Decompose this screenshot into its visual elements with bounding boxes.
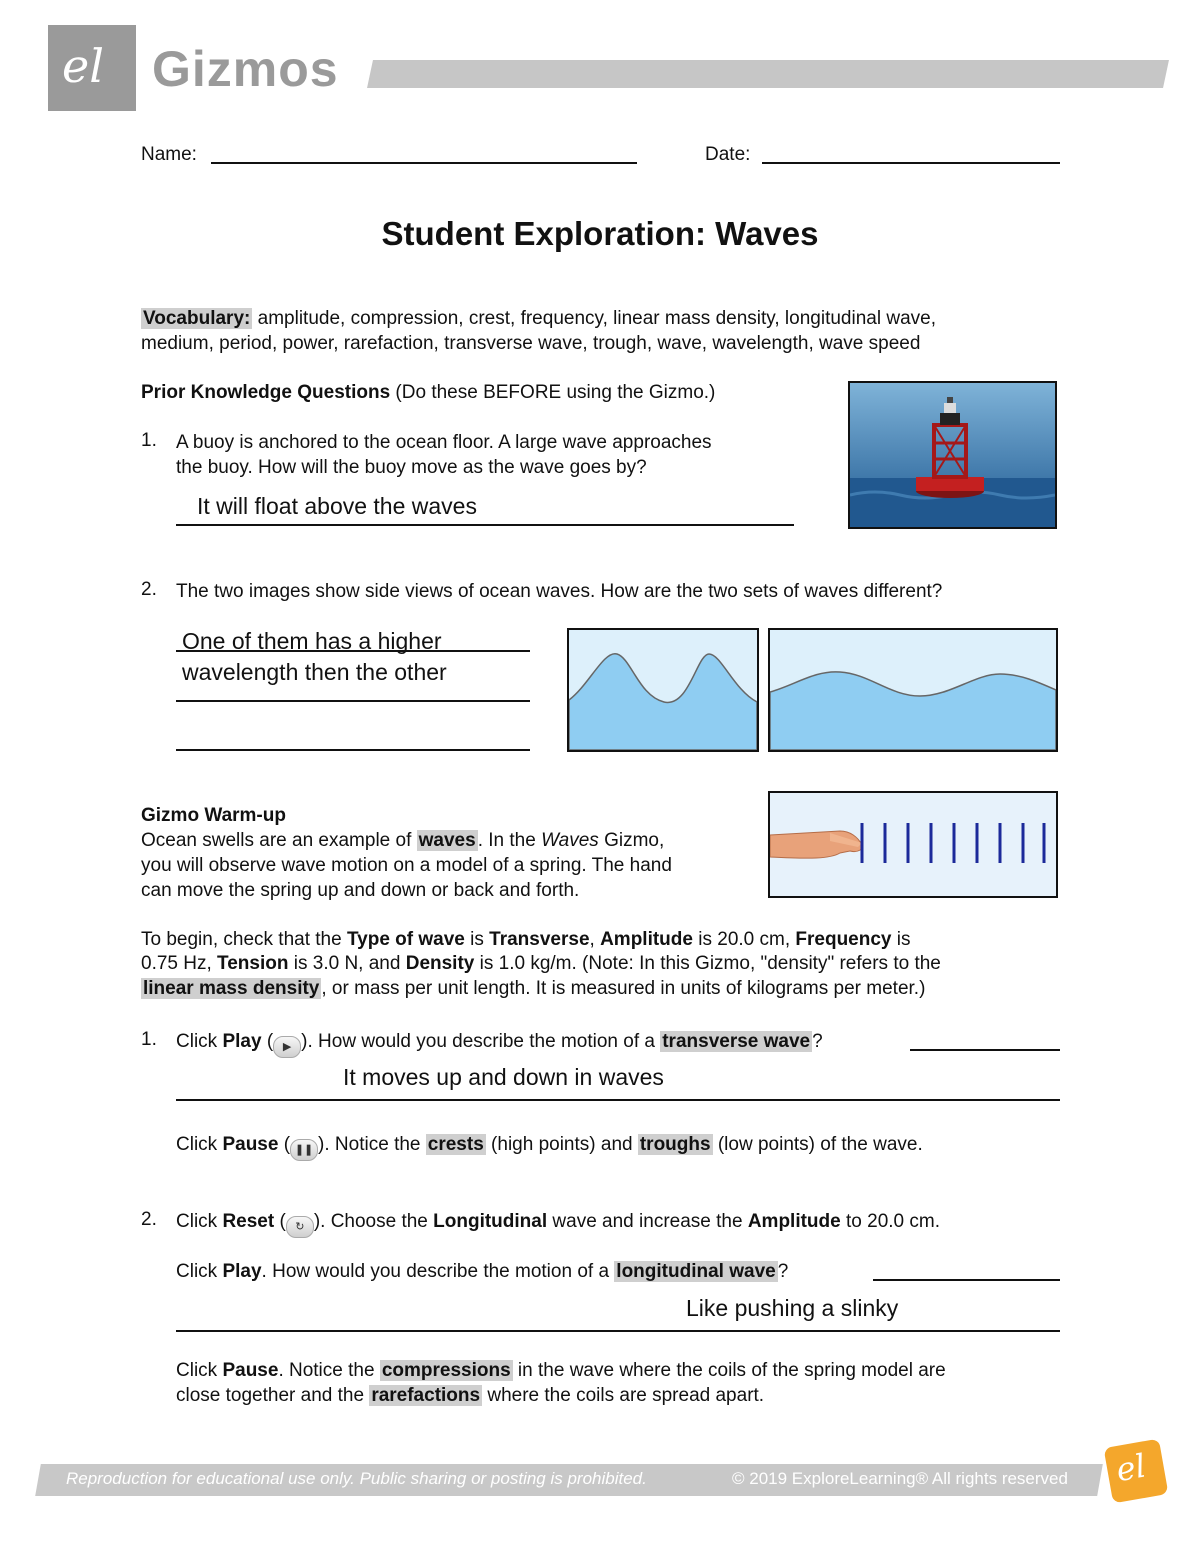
settings-text: is: [464, 929, 490, 950]
warmup-q2-pause-line-1: [176, 1358, 946, 1383]
play-label: Play: [222, 1261, 262, 1282]
q-text: in the wave where the coils of the spring model are: [512, 1360, 946, 1381]
setting-amplitude: Amplitude: [747, 1211, 841, 1232]
vocabulary-label: Vocabulary:: [143, 308, 251, 329]
warmup-q1-answer-line-2: [176, 1099, 1060, 1101]
warmup-q2-number: 2.: [141, 1209, 157, 1230]
setting-tension: Tension: [217, 953, 289, 974]
setting-frequency: Frequency: [795, 929, 892, 950]
prior-q2-number: 2.: [141, 579, 157, 600]
footer-right-text: © 2019 ExploreLearning® All rights reserved: [732, 1469, 1068, 1488]
brand-name: Gizmos: [152, 41, 339, 97]
prior-q2-answer-line-2: [176, 700, 530, 702]
prior-q1-line-2: the buoy. How will the buoy move as the wave goes by?: [176, 457, 647, 478]
page-title: Student Exploration: Waves: [381, 215, 819, 252]
hand-spring-illustration: [770, 793, 1056, 896]
settings-line-3: [141, 976, 925, 1001]
warmup-q1-answer-line-1: [910, 1049, 1060, 1051]
prior-q1-line-1: A buoy is anchored to the ocean floor. A large wave approaches: [176, 432, 712, 453]
prior-q2-answer-1[interactable]: One of them has a higher: [182, 628, 442, 654]
prior-heading-note: (Do these BEFORE using the Gizmo.): [390, 382, 716, 403]
date-label: Date:: [705, 144, 751, 165]
term-compressions: compressions: [381, 1360, 511, 1381]
warmup-text: Gizmo,: [598, 830, 665, 851]
q-text: (high points) and: [485, 1134, 638, 1155]
name-field[interactable]: [211, 162, 637, 164]
warmup-q2-text: [176, 1209, 940, 1238]
q-text: wave and increase the: [547, 1211, 748, 1232]
wave-image-short: [567, 628, 759, 752]
logo-badge: [48, 25, 136, 111]
warmup-q2-answer[interactable]: Like pushing a slinky: [686, 1295, 899, 1321]
warmup-heading: Gizmo Warm-up: [141, 805, 286, 826]
q-text: close together and the: [176, 1385, 370, 1406]
prior-heading-text: Prior Knowledge Questions: [141, 382, 391, 403]
gizmo-name: Waves: [541, 830, 599, 851]
settings-text: , or mass per unit length. It is measured in units of kilograms per meter.): [321, 978, 926, 999]
term-linear-mass-density: linear mass density: [143, 978, 320, 999]
warmup-q2-answer-line-1: [873, 1279, 1060, 1281]
settings-text: is 1.0 kg/m. (Note: In this Gizmo, "density" refers to the: [474, 953, 941, 974]
q-text: (: [278, 1134, 291, 1155]
settings-text: is 3.0 N, and: [288, 953, 406, 974]
wave-image-long: [768, 628, 1058, 752]
warmup-text: Ocean swells are an example of: [141, 830, 417, 851]
setting-longitudinal: Longitudinal: [433, 1211, 548, 1232]
term-transverse-wave: transverse wave: [662, 1031, 811, 1052]
setting-density: Density: [405, 953, 475, 974]
logo-glyph: el: [62, 39, 104, 93]
header-bar: [367, 60, 1169, 88]
gentle-wave-illustration: [770, 630, 1056, 750]
setting-type-of-wave: Type of wave: [346, 929, 465, 950]
q-text: ?: [777, 1261, 789, 1282]
date-field[interactable]: [762, 162, 1060, 164]
footer-left-text: Reproduction for educational use only. Public sharing or posting is prohibited.: [66, 1469, 647, 1488]
q-text: to 20.0 cm.: [840, 1211, 940, 1232]
warmup-q2-pause-line-2: [176, 1383, 764, 1408]
name-label: Name:: [141, 144, 197, 165]
settings-text: is: [891, 929, 911, 950]
prior-q1-answer[interactable]: It will float above the waves: [197, 493, 477, 519]
settings-text: 0.75 Hz,: [141, 953, 218, 974]
pause-icon[interactable]: ❚❚: [290, 1139, 318, 1161]
reset-icon[interactable]: ↻: [286, 1216, 314, 1238]
footer-logo-glyph: el: [1113, 1446, 1149, 1490]
q-text: ). Notice the: [318, 1134, 426, 1155]
buoy-illustration: [850, 383, 1055, 527]
q-text: ). How would you describe the motion of a: [301, 1031, 661, 1052]
settings-line-1: [141, 927, 910, 952]
vocabulary-line-1: [141, 306, 936, 331]
q-text: (: [261, 1031, 274, 1052]
settings-text: ,: [589, 929, 601, 950]
term-troughs: troughs: [639, 1134, 711, 1155]
prior-q2-answer-line-1: [176, 650, 530, 652]
pause-label: Pause: [222, 1134, 279, 1155]
warmup-q1-pause-text: [176, 1132, 923, 1161]
q-text: . How would you describe the motion of a: [261, 1261, 615, 1282]
settings-text: is 20.0 cm,: [692, 929, 796, 950]
warmup-q1-answer[interactable]: It moves up and down in waves: [343, 1064, 664, 1090]
buoy-image: [848, 381, 1057, 529]
q-text: ). Choose the: [313, 1211, 434, 1232]
q-text: Click: [176, 1134, 223, 1155]
setting-amplitude: Amplitude: [600, 929, 693, 950]
q-text: . Notice the: [278, 1360, 380, 1381]
warmup-paragraph-line-2: you will observe wave motion on a model of a spring. The hand: [141, 855, 672, 876]
vocabulary-terms-1: amplitude, compression, crest, frequency, linear mass density, longitudinal wave,: [252, 308, 936, 329]
prior-q1-answer-line: [176, 524, 794, 526]
q-text: Click: [176, 1261, 223, 1282]
warmup-q2-answer-line-2: [176, 1330, 1060, 1332]
term-longitudinal-wave: longitudinal wave: [616, 1261, 776, 1282]
q-text: (: [274, 1211, 286, 1232]
prior-q2-answer-line-3: [176, 749, 530, 751]
setting-transverse: Transverse: [489, 929, 590, 950]
reset-label: Reset: [222, 1211, 275, 1232]
term-crests: crests: [427, 1134, 484, 1155]
settings-text: To begin, check that the: [141, 929, 347, 950]
play-label: Play: [222, 1031, 262, 1052]
pause-label: Pause: [222, 1360, 279, 1381]
warmup-paragraph-line-3: can move the spring up and down or back and forth.: [141, 880, 580, 901]
term-waves: waves: [418, 830, 476, 851]
spring-image: [768, 791, 1058, 898]
prior-q1-number: 1.: [141, 430, 157, 451]
steep-wave-illustration: [569, 630, 757, 750]
prior-q2-answer-2[interactable]: wavelength then the other: [182, 659, 447, 685]
q-text: (low points) of the wave.: [712, 1134, 923, 1155]
prior-q2-text: The two images show side views of ocean waves. How are the two sets of waves different?: [176, 581, 943, 602]
warmup-paragraph-line-1: [141, 828, 664, 853]
q-text: Click: [176, 1360, 223, 1381]
warmup-q1-text: [176, 1029, 823, 1058]
q-text: Click: [176, 1211, 223, 1232]
q-text: where the coils are spread apart.: [482, 1385, 765, 1406]
prior-heading: [141, 380, 715, 405]
warmup-text: . In the: [477, 830, 542, 851]
settings-line-2: [141, 951, 941, 976]
warmup-q2-play-text: [176, 1259, 788, 1284]
footer-logo-icon: [1104, 1439, 1169, 1504]
vocabulary-line-2: medium, period, power, rarefaction, transverse wave, trough, wave, wavelength, wave speed: [141, 333, 921, 354]
warmup-q1-number: 1.: [141, 1029, 157, 1050]
play-icon[interactable]: ▶: [273, 1036, 301, 1058]
term-rarefactions: rarefactions: [371, 1385, 481, 1406]
q-text: Click: [176, 1031, 223, 1052]
q-text: ?: [812, 1031, 823, 1052]
